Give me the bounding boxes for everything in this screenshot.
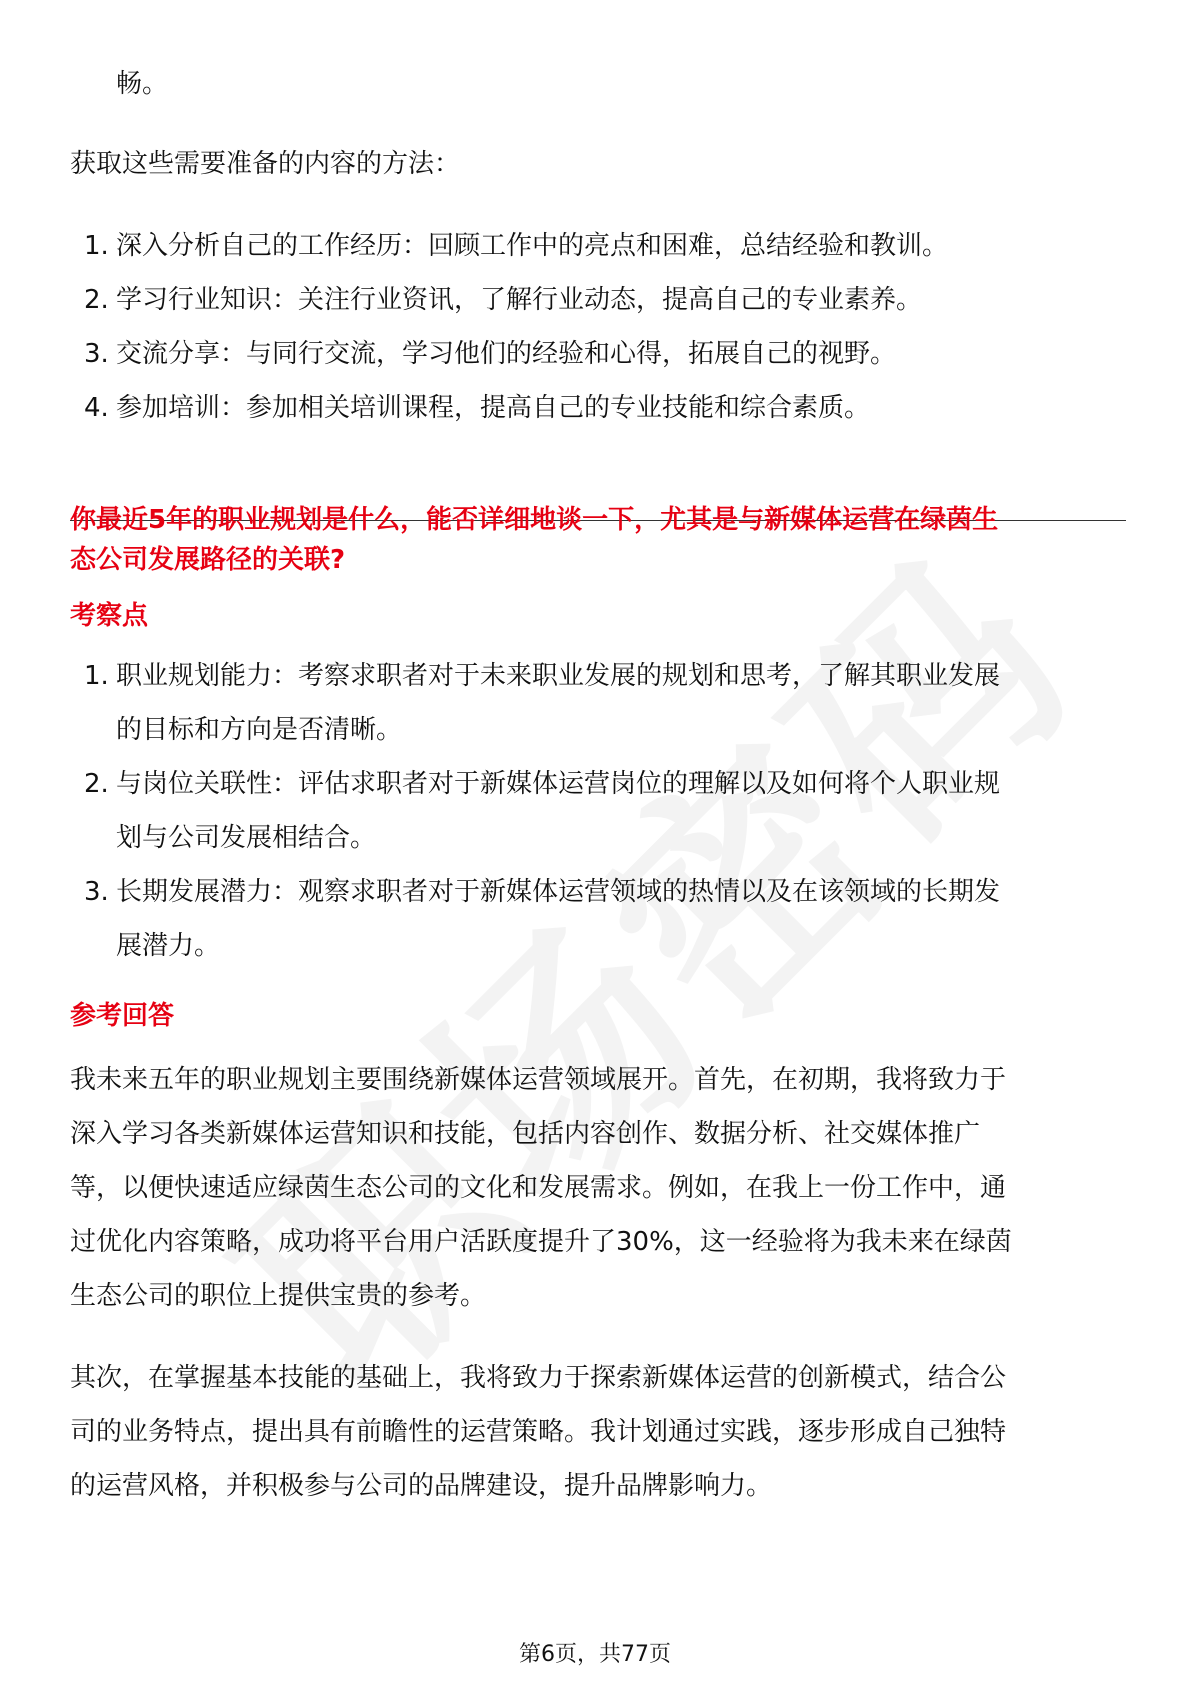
list-text: 划与公司发展相结合。 [116, 823, 377, 853]
paragraph-line: 深入学习各类新媒体运营知识和技能，包括内容创作、数据分析、社交媒体推广 [70, 1119, 981, 1149]
list-text: 与岗位关联性：评估求职者对于新媒体运营岗位的理解以及如何将个人职业规 [116, 769, 1001, 799]
list-number: 2. [84, 285, 109, 315]
page-footer: 第6页，共77页 [519, 1642, 671, 1667]
list-text: 职业规划能力：考察求职者对于未来职业发展的规划和思考，了解其职业发展 [116, 661, 1001, 691]
list-text: 交流分享：与同行交流，学习他们的经验和心得，拓展自己的视野。 [116, 339, 897, 369]
paragraph-line: 生态公司的职位上提供宝贵的参考。 [70, 1281, 487, 1311]
assessment-heading: 考察点 [70, 601, 149, 631]
paragraph-line: 过优化内容策略，成功将平台用户活跃度提升了30%，这一经验将为我未来在绿茵 [70, 1227, 1012, 1257]
list-text: 的目标和方向是否清晰。 [116, 715, 403, 745]
question-line: 你最近5年的职业规划是什么，能否详细地谈一下，尤其是与新媒体运营在绿茵生 [70, 505, 999, 535]
paragraph-line: 等，以便快速适应绿茵生态公司的文化和发展需求。例如，在我上一份工作中，通 [70, 1173, 1007, 1203]
list-text: 参加培训：参加相关培训课程，提高自己的专业技能和综合素质。 [116, 393, 871, 423]
list-text: 长期发展潜力：观察求职者对于新媒体运营领域的热情以及在该领域的长期发 [116, 877, 1001, 907]
list-text: 深入分析自己的工作经历：回顾工作中的亮点和困难，总结经验和教训。 [116, 231, 949, 261]
paragraph-line: 的运营风格，并积极参与公司的品牌建设，提升品牌影响力。 [70, 1471, 773, 1501]
list-text: 展潜力。 [116, 931, 221, 961]
list-number: 3. [84, 877, 109, 907]
answer-heading: 参考回答 [70, 1001, 175, 1031]
methods-heading: 获取这些需要准备的内容的方法： [70, 149, 461, 179]
list-number: 4. [84, 393, 109, 423]
paragraph-line: 其次，在掌握基本技能的基础上，我将致力于探索新媒体运营的创新模式，结合公 [70, 1363, 1007, 1393]
list-number: 2. [84, 769, 109, 799]
question-line: 态公司发展路径的关联? [70, 545, 346, 575]
list-number: 3. [84, 339, 109, 369]
paragraph-line: 我未来五年的职业规划主要围绕新媒体运营领域展开。首先，在初期，我将致力于 [70, 1065, 1007, 1095]
list-text: 学习行业知识：关注行业资讯，了解行业动态，提高自己的专业素养。 [116, 285, 923, 315]
list-number: 1. [84, 231, 109, 261]
top-fragment: 畅。 [116, 69, 169, 99]
list-number: 1. [84, 661, 109, 691]
paragraph-line: 司的业务特点，提出具有前瞻性的运营策略。我计划通过实践，逐步形成自己独特 [70, 1417, 1007, 1447]
